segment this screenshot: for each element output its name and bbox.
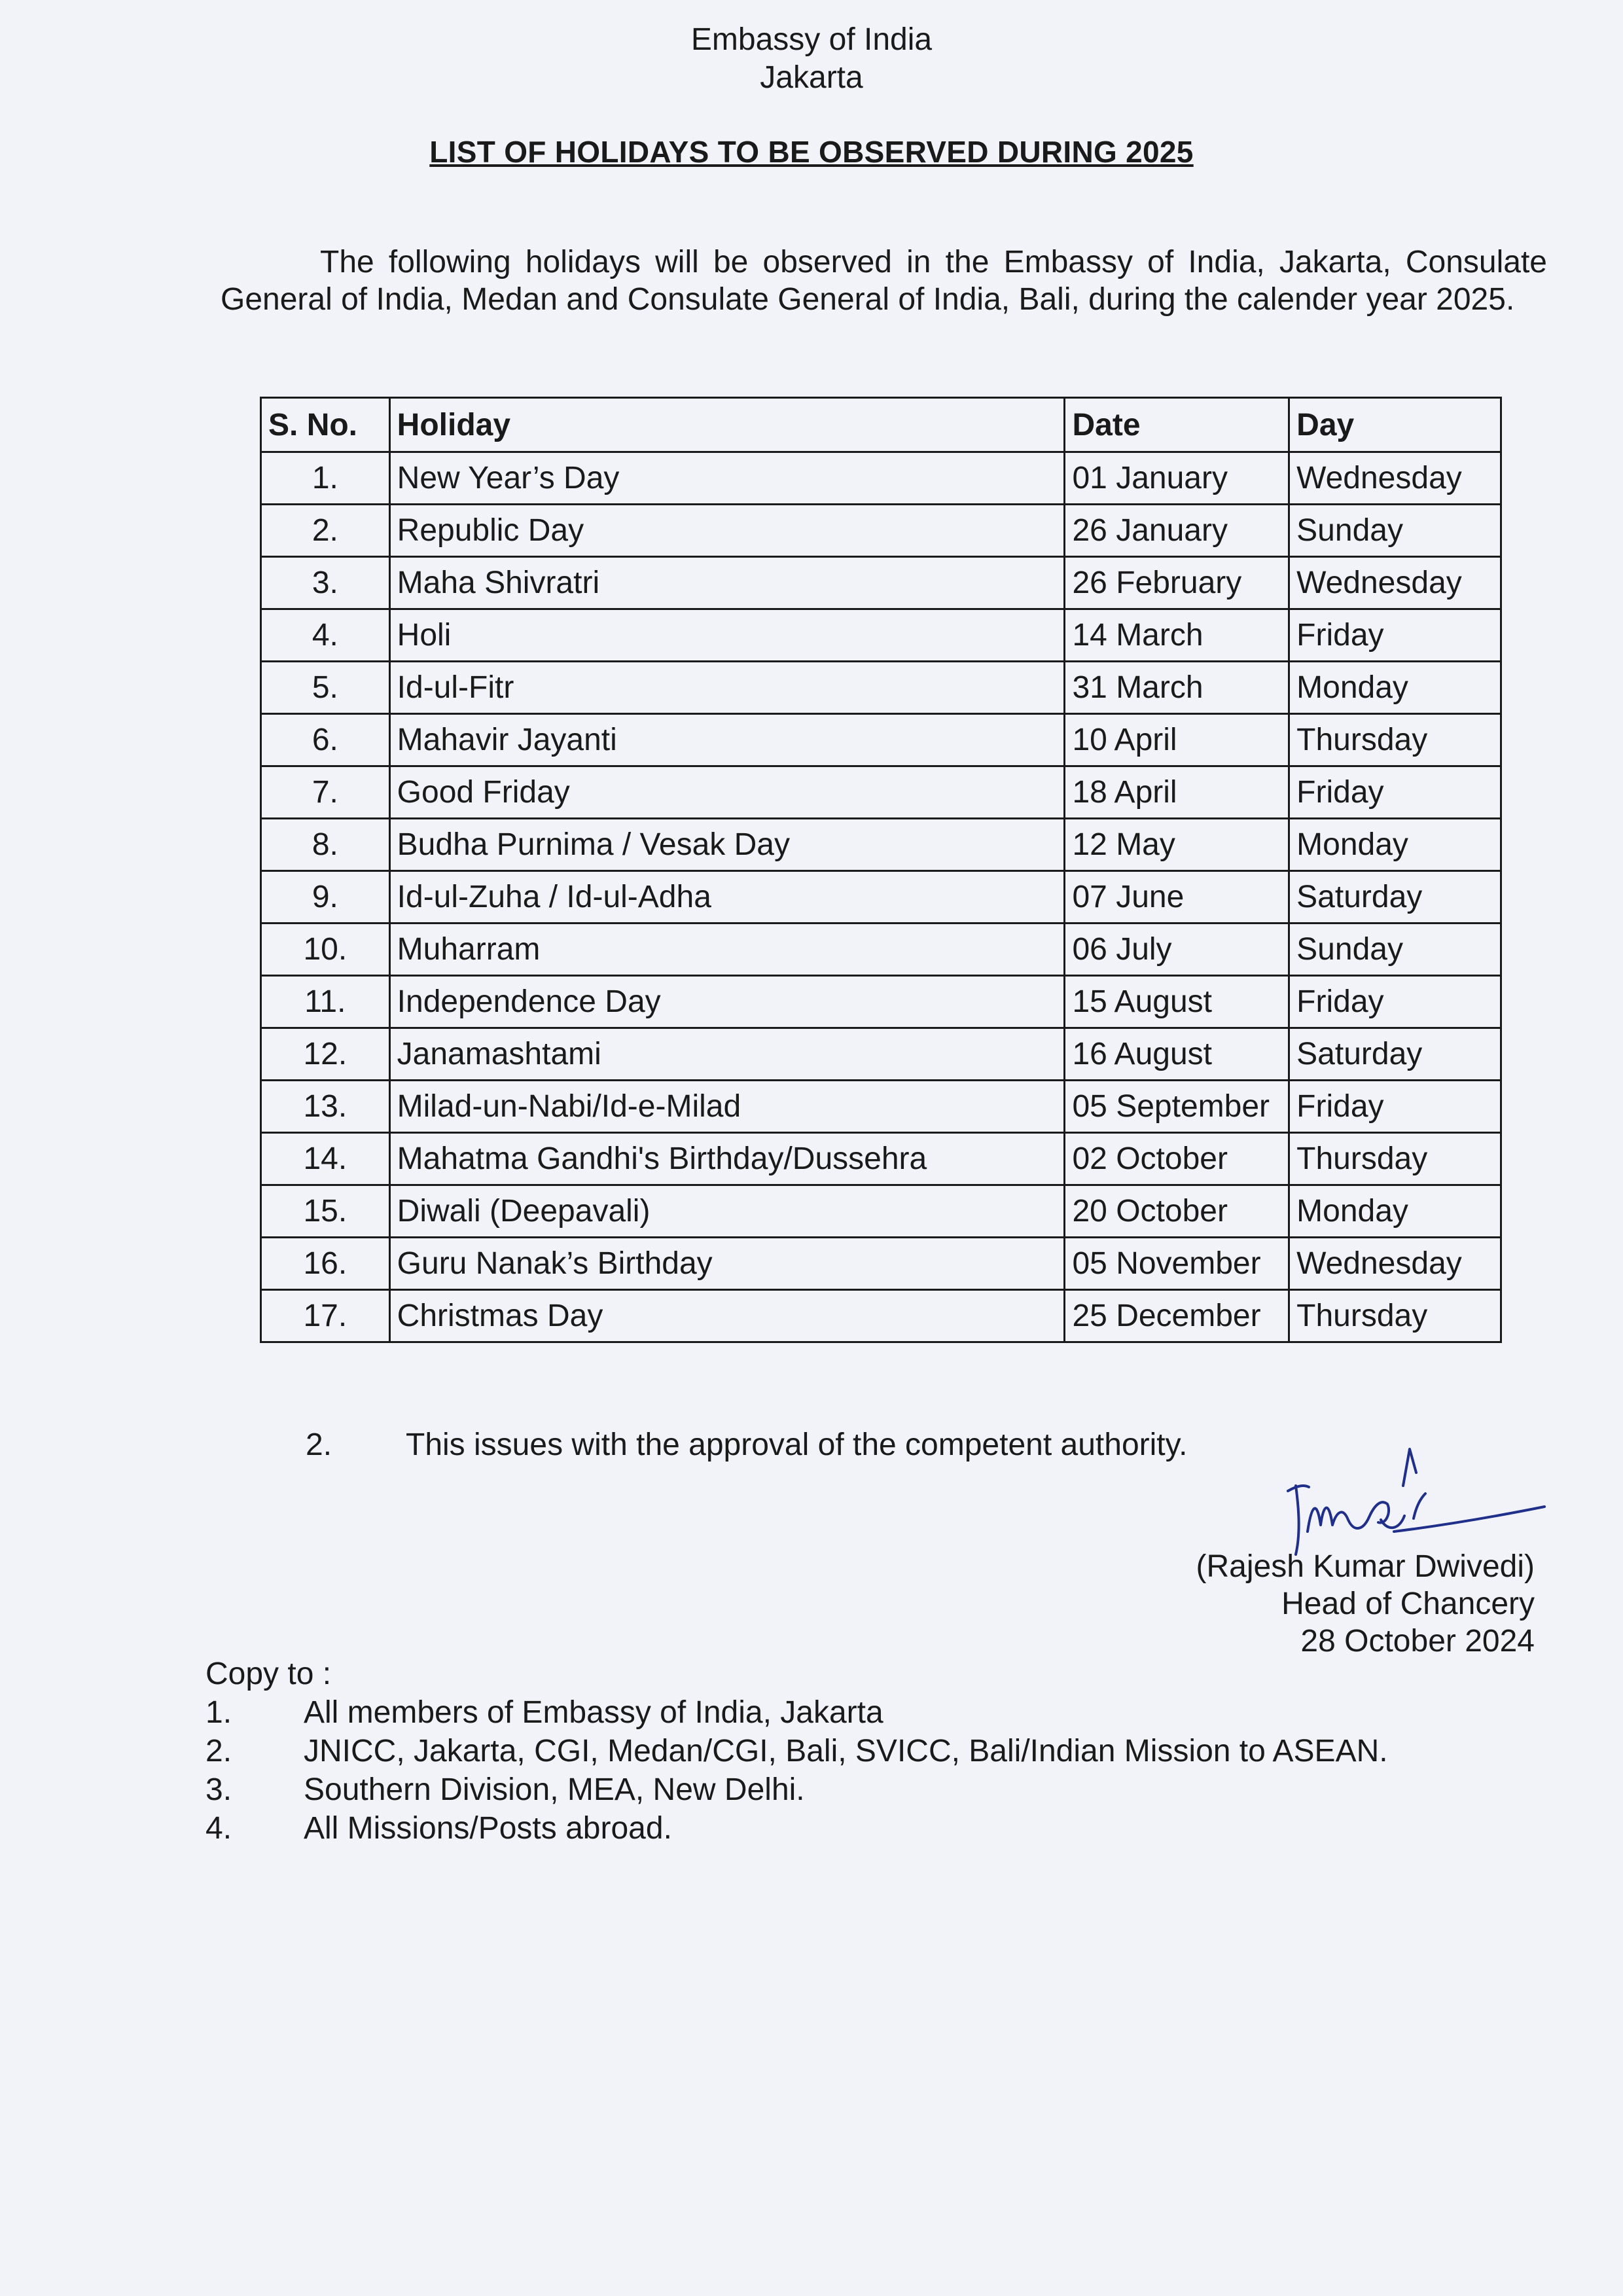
cell-holiday: New Year’s Day	[389, 452, 1065, 505]
header-day: Day	[1289, 398, 1501, 452]
cell-date: 01 January	[1065, 452, 1289, 505]
table-row	[261, 1185, 1501, 1238]
copy-list-item	[205, 1693, 883, 1732]
cell-holiday: Id-ul-Fitr	[389, 662, 1065, 714]
cell-sno: 2.	[261, 505, 390, 557]
header-sno: S. No.	[261, 398, 390, 452]
cell-date: 26 January	[1065, 505, 1289, 557]
copy-list-item	[205, 1809, 672, 1848]
table-row	[261, 557, 1501, 609]
cell-date: 18 April	[1065, 766, 1289, 819]
copy-item-number: 4.	[205, 1811, 232, 1846]
cell-sno: 11.	[261, 976, 390, 1028]
cell-holiday: Good Friday	[389, 766, 1065, 819]
holiday-table	[260, 397, 1502, 1343]
cell-day: Monday	[1289, 662, 1501, 714]
cell-date: 20 October	[1065, 1185, 1289, 1238]
table-row	[261, 1081, 1501, 1133]
cell-day: Saturday	[1289, 1028, 1501, 1081]
copy-item-text: All Missions/Posts abroad.	[304, 1811, 672, 1846]
cell-day: Friday	[1289, 976, 1501, 1028]
cell-day: Monday	[1289, 1185, 1501, 1238]
copy-list-item	[205, 1770, 805, 1809]
header-holiday: Holiday	[389, 398, 1065, 452]
cell-day: Monday	[1289, 819, 1501, 871]
table-row	[261, 1133, 1501, 1185]
cell-holiday: Holi	[389, 609, 1065, 662]
cell-holiday: Mahavir Jayanti	[389, 714, 1065, 766]
cell-day: Friday	[1289, 609, 1501, 662]
cell-date: 26 February	[1065, 557, 1289, 609]
cell-date: 05 September	[1065, 1081, 1289, 1133]
cell-day: Thursday	[1289, 1133, 1501, 1185]
cell-date: 31 March	[1065, 662, 1289, 714]
cell-date: 02 October	[1065, 1133, 1289, 1185]
cell-sno: 6.	[261, 714, 390, 766]
table-row	[261, 1290, 1501, 1342]
table-row	[261, 871, 1501, 924]
cell-date: 10 April	[1065, 714, 1289, 766]
signatory-name: (Rajesh Kumar Dwivedi)	[1196, 1549, 1535, 1584]
cell-day: Sunday	[1289, 924, 1501, 976]
cell-sno: 17.	[261, 1290, 390, 1342]
cell-sno: 15.	[261, 1185, 390, 1238]
signature-icon	[1283, 1433, 1558, 1564]
copy-to-label: Copy to :	[205, 1657, 332, 1691]
cell-day: Friday	[1289, 766, 1501, 819]
cell-sno: 14.	[261, 1133, 390, 1185]
table-row	[261, 452, 1501, 505]
cell-holiday: Janamashtami	[389, 1028, 1065, 1081]
cell-day: Sunday	[1289, 505, 1501, 557]
table-row	[261, 976, 1501, 1028]
cell-holiday: Diwali (Deepavali)	[389, 1185, 1065, 1238]
cell-date: 07 June	[1065, 871, 1289, 924]
table-row	[261, 662, 1501, 714]
copy-item-text: All members of Embassy of India, Jakarta	[304, 1695, 883, 1730]
cell-holiday: Maha Shivratri	[389, 557, 1065, 609]
cell-date: 14 March	[1065, 609, 1289, 662]
signatory-designation: Head of Chancery	[1281, 1587, 1535, 1621]
cell-sno: 12.	[261, 1028, 390, 1081]
copy-item-text: JNICC, Jakarta, CGI, Medan/CGI, Bali, SVICC, Bali/Indian Mission to ASEAN.	[304, 1734, 1388, 1768]
intro-paragraph: The following holidays will be observed in the Embassy of India, Jakarta, Consulate General of India, Medan and Consulate General of India, Bali, during the calender year 2025.	[221, 245, 1547, 317]
approval-number: 2.	[306, 1427, 332, 1462]
cell-day: Thursday	[1289, 1290, 1501, 1342]
copy-item-number: 2.	[205, 1734, 232, 1768]
approval-text: This issues with the approval of the competent authority.	[406, 1427, 1188, 1462]
cell-sno: 9.	[261, 871, 390, 924]
cell-date: 16 August	[1065, 1028, 1289, 1081]
copy-to-section	[205, 1655, 1388, 1848]
table-header-row	[261, 398, 1501, 452]
cell-holiday: Mahatma Gandhi's Birthday/Dussehra	[389, 1133, 1065, 1185]
cell-date: 25 December	[1065, 1290, 1289, 1342]
cell-sno: 13.	[261, 1081, 390, 1133]
cell-sno: 16.	[261, 1238, 390, 1290]
cell-sno: 5.	[261, 662, 390, 714]
cell-date: 06 July	[1065, 924, 1289, 976]
cell-holiday: Muharram	[389, 924, 1065, 976]
table-row	[261, 609, 1501, 662]
header-embassy-name: Embassy of India	[690, 22, 933, 57]
cell-sno: 4.	[261, 609, 390, 662]
cell-sno: 1.	[261, 452, 390, 505]
cell-sno: 10.	[261, 924, 390, 976]
cell-day: Thursday	[1289, 714, 1501, 766]
signatory-block	[1196, 1548, 1535, 1660]
header-city: Jakarta	[760, 60, 863, 95]
cell-holiday: Guru Nanak’s Birthday	[389, 1238, 1065, 1290]
signatory-date: 28 October 2024	[1300, 1624, 1535, 1659]
copy-item-text: Southern Division, MEA, New Delhi.	[304, 1772, 805, 1807]
cell-date: 05 November	[1065, 1238, 1289, 1290]
cell-holiday: Republic Day	[389, 505, 1065, 557]
cell-sno: 3.	[261, 557, 390, 609]
cell-sno: 8.	[261, 819, 390, 871]
cell-holiday: Christmas Day	[389, 1290, 1065, 1342]
cell-holiday: Independence Day	[389, 976, 1065, 1028]
cell-day: Friday	[1289, 1081, 1501, 1133]
cell-date: 15 August	[1065, 976, 1289, 1028]
table-row	[261, 766, 1501, 819]
cell-sno: 7.	[261, 766, 390, 819]
document-title: LIST OF HOLIDAYS TO BE OBSERVED DURING 2025	[429, 135, 1194, 169]
table-row	[261, 924, 1501, 976]
copy-list-item	[205, 1732, 1388, 1770]
cell-holiday: Milad-un-Nabi/Id-e-Milad	[389, 1081, 1065, 1133]
copy-item-number: 3.	[205, 1772, 232, 1807]
table-row	[261, 1028, 1501, 1081]
copy-item-number: 1.	[205, 1695, 232, 1730]
cell-day: Saturday	[1289, 871, 1501, 924]
table-row	[261, 1238, 1501, 1290]
cell-holiday: Budha Purnima / Vesak Day	[389, 819, 1065, 871]
cell-date: 12 May	[1065, 819, 1289, 871]
table-row	[261, 505, 1501, 557]
cell-day: Wednesday	[1289, 557, 1501, 609]
cell-holiday: Id-ul-Zuha / Id-ul-Adha	[389, 871, 1065, 924]
cell-day: Wednesday	[1289, 1238, 1501, 1290]
header-date: Date	[1065, 398, 1289, 452]
table-row	[261, 819, 1501, 871]
cell-day: Wednesday	[1289, 452, 1501, 505]
table-row	[261, 714, 1501, 766]
